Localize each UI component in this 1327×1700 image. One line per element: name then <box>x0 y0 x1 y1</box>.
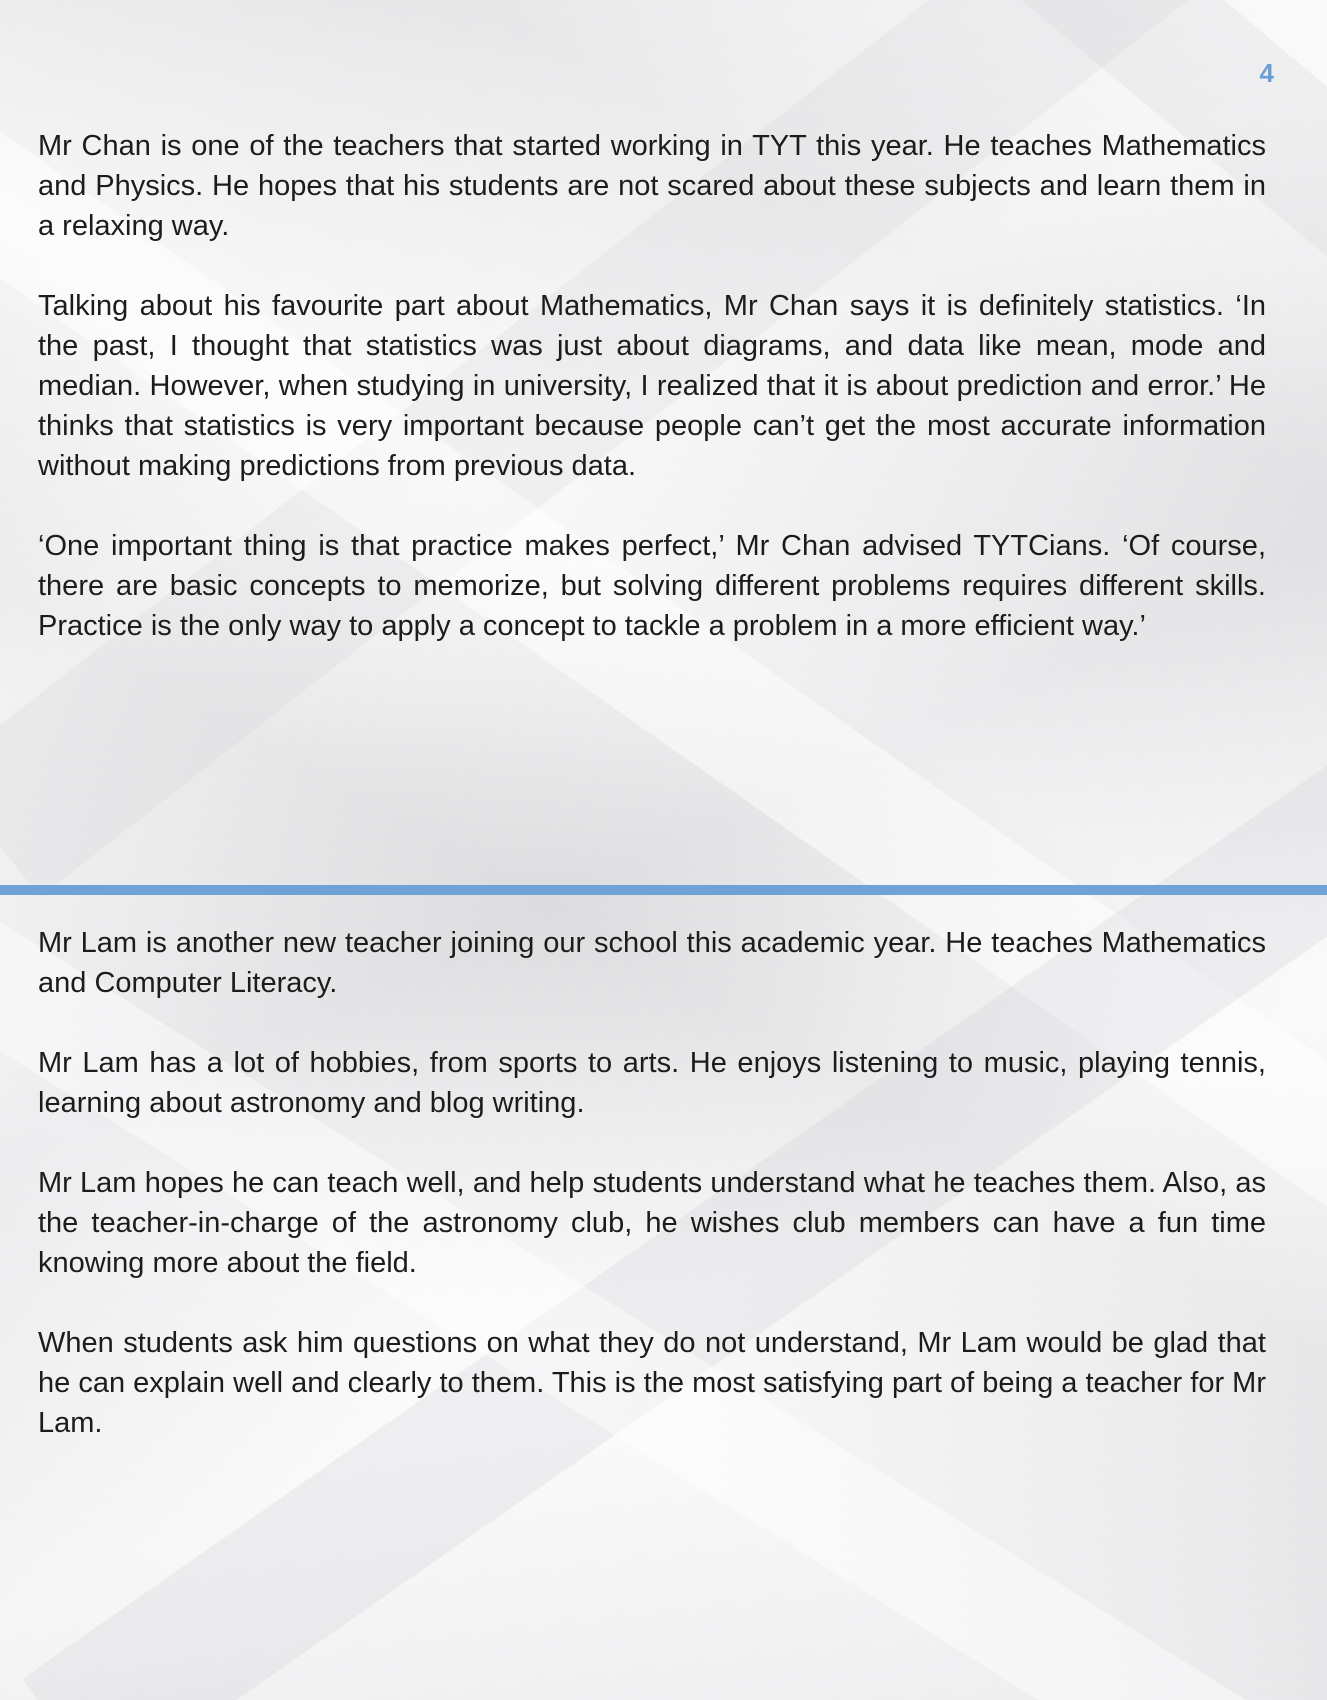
page-number: 4 <box>1259 58 1274 88</box>
paragraph: Mr Lam hopes he can teach well, and help students understand what he teaches them. Also, as the teacher-in-charge of the astronomy club, he wishes club members can have a fun time knowing more about the field. <box>38 1167 1266 1279</box>
paragraph: Mr Chan is one of the teachers that started working in TYT this year. He teaches Mathematics and Physics. He hopes that his students are not scared about these subjects and learn them in a relaxing way. <box>38 130 1266 242</box>
paragraph: Talking about his favourite part about Mathematics, Mr Chan says it is definitely statistics. ‘In the past, I thought that statistics was just about diagrams, and data like mean, mode and median. However, when studying in university, I realized that it is about prediction and error.’ He thinks that statistics is very important because people can’t get the most accurate information without making predictions from previous data. <box>38 290 1266 482</box>
paragraph: When students ask him questions on what they do not understand, Mr Lam would be glad that he can explain well and clearly to them. This is the most satisfying part of being a teacher for Mr Lam. <box>38 1327 1266 1439</box>
paragraph: Mr Lam is another new teacher joining our school this academic year. He teaches Mathematics and Computer Literacy. <box>38 927 1266 999</box>
section-divider <box>0 885 1327 895</box>
paragraph: ‘One important thing is that practice makes perfect,’ Mr Chan advised TYTCians. ‘Of course, there are basic concepts to memorize, but solving different problems requires different skills. Practice is the only way to apply a concept to tackle a problem in a more efficient way.’ <box>38 530 1266 642</box>
mr-lam-section <box>38 923 1266 1483</box>
paragraph: Mr Lam has a lot of hobbies, from sports to arts. He enjoys listening to music, playing tennis, learning about astronomy and blog writing. <box>38 1047 1266 1119</box>
mr-chan-section <box>38 126 1266 686</box>
